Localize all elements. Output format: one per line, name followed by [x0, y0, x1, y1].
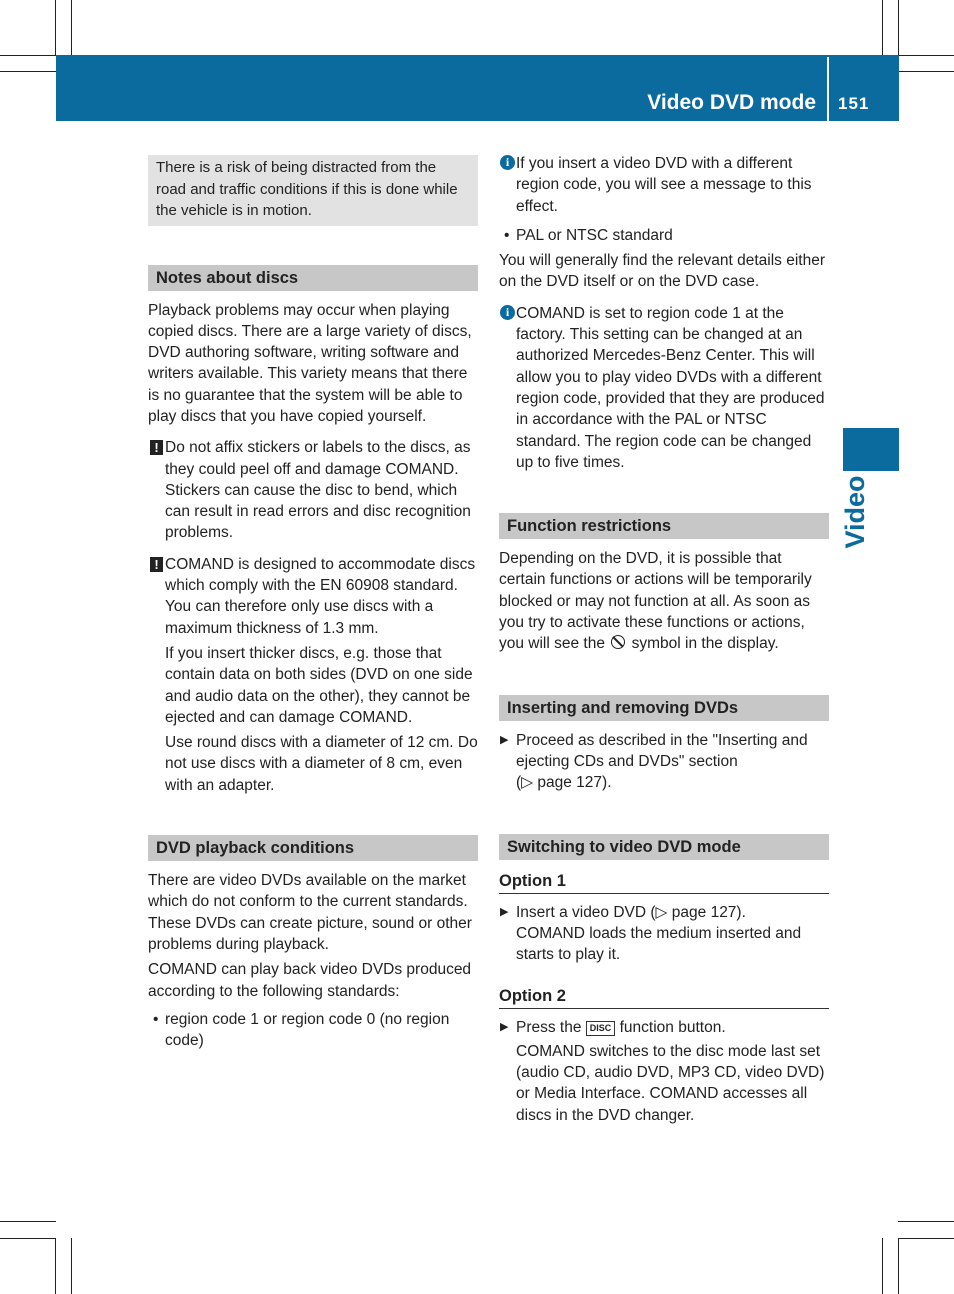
option-heading: Option 1: [499, 870, 829, 894]
step-text: Insert a video DVD (▷ page 127).: [516, 903, 746, 921]
paragraph: You will generally find the relevant details either on the DVD itself or on the DVD case.: [499, 252, 825, 291]
crop-mark: [55, 0, 56, 56]
info-icon: i: [500, 305, 515, 320]
crop-mark: [898, 0, 899, 56]
paragraph: Playback problems may occur when playing copied discs. There are a large variety of discs, DVD authoring software, writing software and writers available. This variety means that there is no guarantee that the system will be able to play discs that you have copied yourself.: [148, 301, 472, 425]
prohibited-icon: [611, 635, 625, 649]
info-note: [499, 153, 829, 217]
note-text: If you insert a video DVD with a different region code, you will see a message to this effect.: [516, 155, 812, 215]
crop-mark: [0, 1238, 56, 1239]
note-text: COMAND is designed to accommodate discs which comply with the EN 60908 standard. You can therefore only use discs with a maximum thickness of 1.3 mm.: [165, 555, 476, 637]
arrow-right-icon: ▶: [500, 733, 509, 746]
instruction-step: [499, 902, 829, 923]
paragraph: COMAND can play back video DVDs produced according to the following standards:: [148, 961, 472, 1000]
crop-mark: [55, 1238, 56, 1294]
crop-mark: [882, 0, 883, 56]
option-heading: Option 2: [499, 985, 829, 1009]
arrow-right-icon: ▶: [500, 1021, 509, 1034]
bullet-icon: •: [504, 226, 510, 244]
arrow-right-icon: ▶: [500, 905, 509, 918]
step-text: Press the: [516, 1019, 582, 1037]
crop-mark: [898, 55, 954, 56]
right-column: [499, 153, 829, 1126]
note-text: Do not affix stickers or labels to the discs, as they could peel off and damage COMAND. Stickers can cause the disc to bend, which can result in read errors and disc recognition problems.: [165, 439, 471, 542]
caution-note: [148, 437, 478, 543]
crop-mark: [898, 71, 954, 72]
warning-box: There is a risk of being distracted from the road and traffic conditions if this is done while the vehicle is in motion.: [148, 155, 478, 226]
list-item-text: PAL or NTSC standard: [516, 226, 673, 244]
side-tab-label: Video: [840, 475, 870, 549]
crop-mark: [71, 1238, 72, 1294]
crop-mark: [898, 1238, 899, 1294]
paragraph: [499, 548, 829, 654]
section-heading-switching: Switching to video DVD mode: [499, 834, 829, 860]
crop-mark: [898, 1221, 954, 1222]
paragraph: There are video DVDs available on the market which do not conform to the current standards.: [148, 872, 468, 911]
section-heading-inserting: Inserting and removing DVDs: [499, 695, 829, 721]
paragraph-text: symbol in the display.: [631, 635, 779, 653]
instruction-step: [499, 730, 829, 794]
list-item-text: region code 1 or region code 0 (no region code): [165, 1010, 450, 1050]
info-note: [499, 303, 829, 473]
disc-button-icon: DISC: [586, 1021, 616, 1036]
section-heading-notes: Notes about discs: [148, 265, 478, 291]
note-continuation: If you insert thicker discs, e.g. those that contain data on both sides (DVD on one side and audio data on the other), they cannot be ejected and can damage COMAND.: [165, 644, 473, 726]
paragraph: These DVDs can create picture, sound or other problems during playback.: [148, 914, 472, 953]
crop-mark: [882, 1238, 883, 1294]
crop-mark: [898, 1238, 954, 1239]
section-heading-function-restrictions: Function restrictions: [499, 513, 829, 539]
info-icon: i: [500, 155, 515, 170]
left-column: [148, 155, 478, 1051]
instruction-step: [499, 1017, 829, 1038]
crop-mark: [0, 71, 56, 72]
crop-mark: [0, 1221, 56, 1222]
page-reference: (▷ page 127).: [516, 774, 612, 792]
page-number: 151: [838, 94, 870, 113]
section-heading-dvd-playback: DVD playback conditions: [148, 835, 478, 861]
chapter-title: Video DVD mode: [647, 91, 816, 114]
exclamation-icon: !: [150, 440, 163, 455]
exclamation-icon: !: [150, 557, 163, 572]
step-result: COMAND loads the medium inserted and starts to play it.: [516, 924, 802, 964]
note-continuation: Use round discs with a diameter of 12 cm. Do not use discs with a diameter of 8 cm, even with an adapter.: [165, 734, 478, 794]
bullet-icon: •: [153, 1010, 159, 1028]
paragraph-text: Depending on the DVD, it is possible that certain functions or actions will be temporarily blocked or may not function at all. As soon as you try to activate these functions or actions, you will see the: [499, 550, 812, 653]
header-divider: [827, 57, 829, 121]
crop-mark: [71, 0, 72, 56]
note-text: COMAND is set to region code 1 at the factory. This setting can be changed at an authorized Mercedes-Benz Center. This will allow you to play video DVDs with a different region code, provided that they are produced in accordance with the PAL or NTSC standard. The region code can be changed up to five times.: [516, 304, 825, 471]
list-item: [148, 1009, 478, 1052]
crop-mark: [0, 55, 56, 56]
caution-note: [148, 554, 478, 639]
step-result: COMAND switches to the disc mode last set (audio CD, audio DVD, MP3 CD, video DVD) or Media Interface. COMAND accesses all discs in the DVD changer.: [516, 1042, 825, 1124]
step-text: Proceed as described in the "Inserting and ejecting CDs and DVDs" section: [516, 731, 808, 770]
step-text: function button.: [619, 1019, 726, 1037]
list-item: [499, 225, 829, 246]
